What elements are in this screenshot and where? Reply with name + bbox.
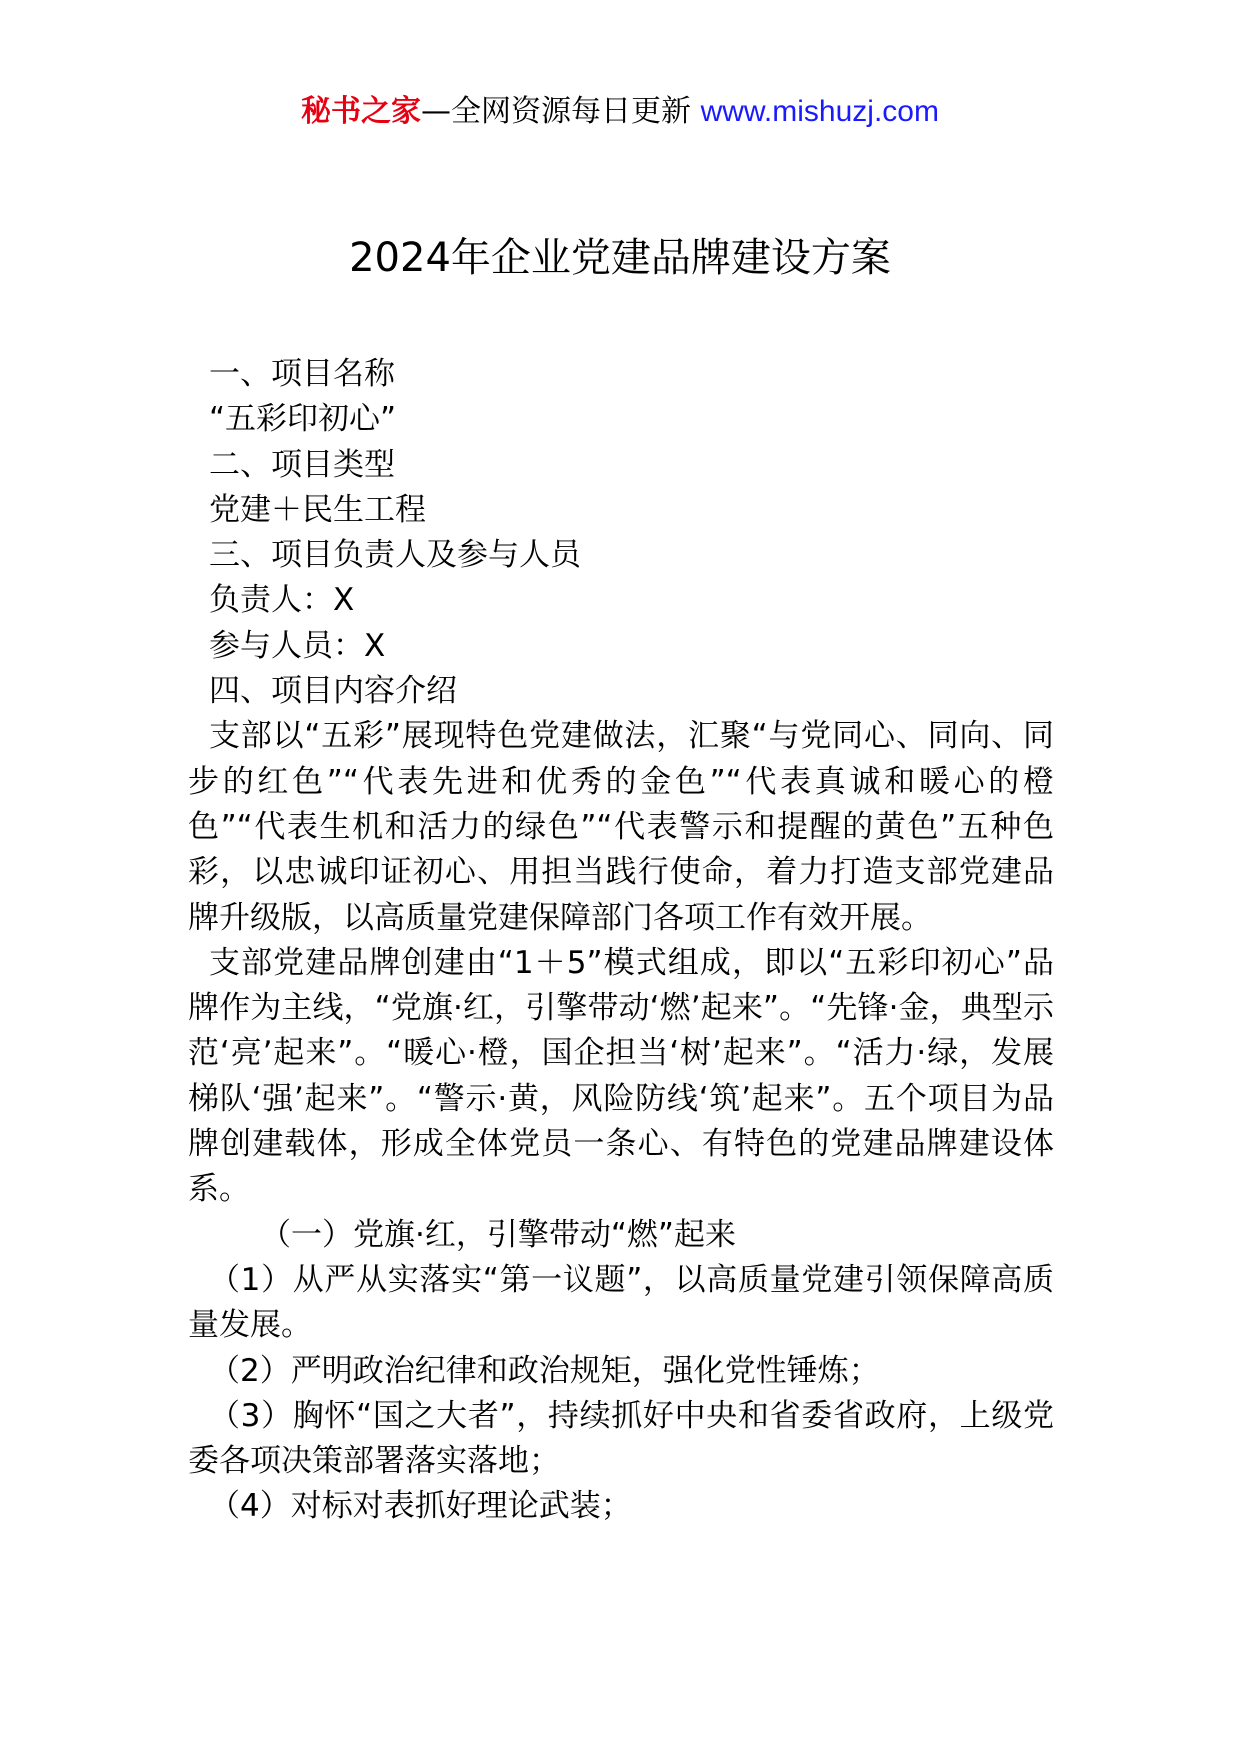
document-body — [188, 352, 1054, 1530]
project-leader: 负责人：X — [209, 582, 355, 619]
project-type-value: 党建＋民生工程 — [209, 491, 426, 528]
project-name-value: “五彩印初心” — [209, 401, 397, 438]
project-members: 参与人员：X — [209, 627, 386, 664]
section-1-heading: 一、项目名称 — [209, 356, 395, 392]
content-paragraph-1: 支部以“五彩”展现特色党建做法，汇聚“与党同心、同向、同步的红色”“代表先进和优秀的金色”“代表真诚和暖心的橙色”“代表生机和活力的绿色”“代表警示和提醒的黄色”五种色彩，以忠诚印证初心、用担当践行使命，着力打造支部党建品牌升级版，以高质量党建保障部门各项工作有效开展。 — [188, 718, 1054, 936]
site-header — [0, 90, 1240, 134]
content-paragraph-2: 支部党建品牌创建由“1＋5”模式组成，即以“五彩印初心”品牌作为主线，“党旗·红，引擎带动‘燃’起来”。“先锋·金，典型示范‘亮’起来”。“暖心·橙，国企担当‘树’起来”。“活力·绿，发展梯队‘强’起来”。“警示·黄，风险防线‘筑’起来”。五个项目为品牌创建载体，形成全体党员一条心、有特色的党建品牌建设体系。 — [188, 944, 1054, 1208]
list-item-4: （4）对标对表抓好理论武装； — [209, 1488, 632, 1525]
section-4-heading: 四、项目内容介绍 — [209, 673, 457, 710]
subsection-1-heading: （一）党旗·红，引擎带动“燃”起来 — [260, 1216, 736, 1253]
document-title: 2024年企业党建品牌建设方案 — [349, 235, 891, 281]
site-brand[interactable]: 秘书之家 — [301, 94, 422, 129]
list-item-1: （1）从严从实落实“第一议题”，以高质量党建引领保障高质量发展。 — [188, 1261, 1054, 1344]
list-item-3: （3）胸怀“国之大者”，持续抓好中央和省委省政府，上级党委各项决策部署落实落地； — [188, 1397, 1054, 1480]
site-url-link[interactable]: www.mishuzj.com — [700, 95, 939, 128]
site-slogan: —全网资源每日更新 — [421, 94, 701, 129]
section-3-heading: 三、项目负责人及参与人员 — [209, 537, 581, 574]
section-2-heading: 二、项目类型 — [209, 446, 395, 483]
list-item-2: （2）严明政治纪律和政治规矩，强化党性锤炼； — [209, 1352, 880, 1389]
